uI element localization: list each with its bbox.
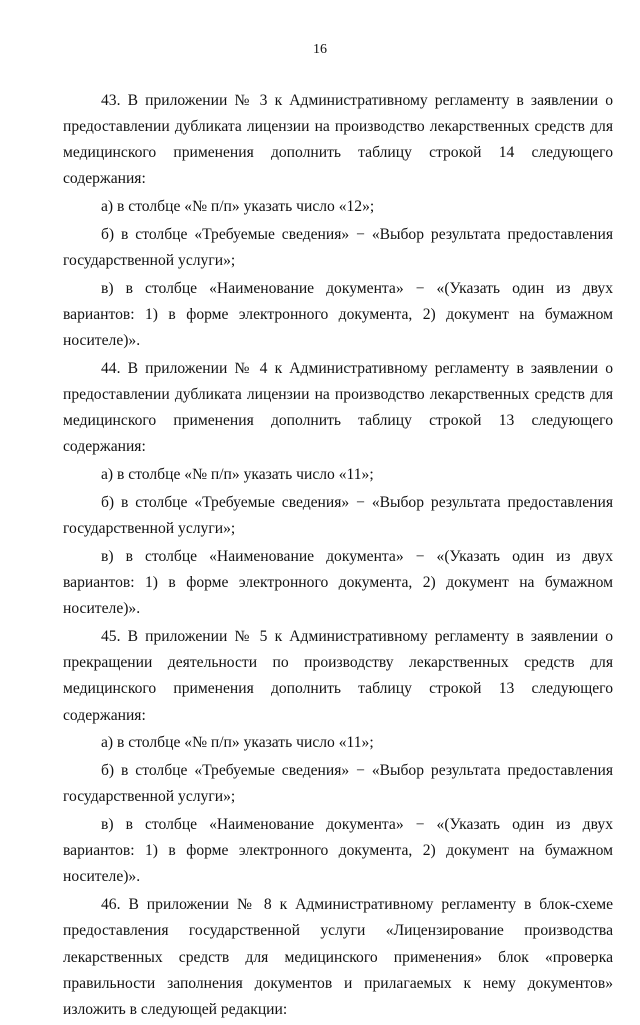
paragraph-45: 45. В приложении № 5 к Административному регламенту в заявлении о прекращении деятельности по производству лекарственных средств для медицинского применения дополнить таблицу строкой 13 следующего содержания:: [63, 628, 613, 724]
paragraph-43-v: в) в столбце «Наименование документа» − «(Указать один из двух вариантов: 1) в форме электронного документа, 2) документ на бумажном носителе)».: [63, 280, 613, 350]
paragraph-43-a: а) в столбце «№ п/п» указать число «12»;: [101, 198, 375, 216]
paragraph-45-b: б) в столбце «Требуемые сведения» − «Выбор результата предоставления государственной услуги»;: [63, 762, 613, 806]
paragraph-43-b: б) в столбце «Требуемые сведения» − «Выбор результата предоставления государственной услуги»;: [63, 226, 613, 270]
paragraph-46: 46. В приложении № 8 к Административному регламенту в блок-схеме предоставления государственной услуги «Лицензирование производства лекарственных средств для медицинского применения» блок «проверка правильности заполнения документов и прилагаемых к нему документов» изложить в следующей редакции:: [63, 896, 613, 1018]
paragraph-44-a: а) в столбце «№ п/п» указать число «11»;: [101, 466, 374, 484]
paragraph-43: 43. В приложении № 3 к Административному регламенту в заявлении о предоставлении дубликата лицензии на производство лекарственных средств для медицинского применения дополнить таблицу строкой 14 следующего содержания:: [63, 92, 613, 188]
paragraph-44: 44. В приложении № 4 к Административному регламенту в заявлении о предоставлении дубликата лицензии на производство лекарственных средств для медицинского применения дополнить таблицу строкой 13 следующего содержания:: [63, 360, 613, 456]
paragraph-44-b: б) в столбце «Требуемые сведения» − «Выбор результата предоставления государственной услуги»;: [63, 494, 613, 538]
paragraph-45-v: в) в столбце «Наименование документа» − «(Указать один из двух вариантов: 1) в форме электронного документа, 2) документ на бумажном носителе)».: [63, 816, 613, 886]
paragraph-44-v: в) в столбце «Наименование документа» − «(Указать один из двух вариантов: 1) в форме электронного документа, 2) документ на бумажном носителе)».: [63, 548, 613, 618]
paragraph-45-a: а) в столбце «№ п/п» указать число «11»;: [101, 734, 374, 752]
page-number: 16: [313, 42, 327, 57]
document-body: [63, 88, 613, 1025]
